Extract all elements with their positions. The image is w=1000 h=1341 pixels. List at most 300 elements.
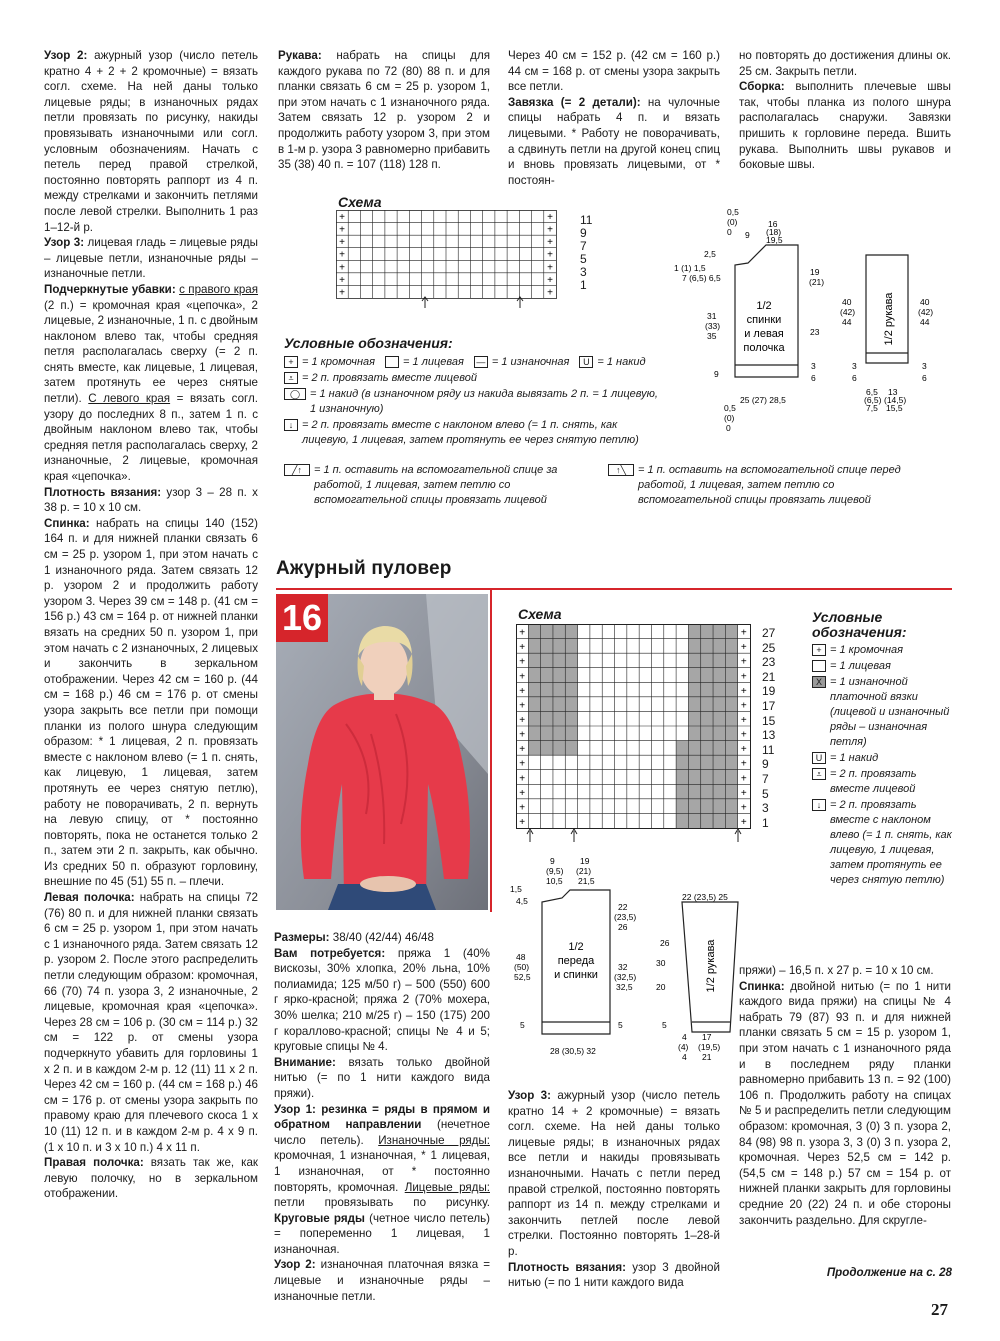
purl-cell — [553, 682, 565, 697]
purl-cell — [565, 741, 577, 756]
purl-cell — [701, 653, 713, 668]
legend-text: = 1 накид — [597, 356, 646, 368]
u1-round: Круговые ряды — [274, 1211, 365, 1225]
edge-stitch-mark: + — [740, 758, 747, 770]
uzor3-heading: Узор 3: — [44, 236, 85, 250]
legend-text: = 1 изнаночной платочной вязки (лицевой и изнаночный ряды – изнаночная петля) — [830, 676, 950, 748]
purl-cell — [701, 813, 713, 828]
purl-cell — [553, 668, 565, 683]
purl-cell — [688, 799, 700, 814]
u3-text: ажурный узор (число петель кратно 14 + 2 кромочные) = вязать согл. схеме. На ней даны только лицевые ряды; в изнаночных рядах все петли и накиды провязывать изнаночными. Начать с петли перед правой стрелкой, постоянно повторять раппорт из 14 п. между стрелками и закончить петлей после левой стрелки. Постоянно повторять 1–28-й р. — [508, 1089, 720, 1258]
dim-label: (33) — [705, 321, 721, 331]
purl-cell — [528, 653, 540, 668]
purl-cell — [725, 799, 737, 814]
dim-label: 15,5 — [886, 403, 903, 413]
dim-label: (18) — [766, 227, 782, 237]
purl-cell — [688, 711, 700, 726]
yarn-over-icon: U — [579, 356, 593, 368]
cross-right-icon: ↑╲ — [608, 464, 634, 476]
purl-cell — [725, 682, 737, 697]
legend-text: = 1 изнаночная — [491, 356, 570, 368]
dim-label: 2,5 — [704, 249, 716, 259]
legend1-row — [284, 387, 664, 417]
col4b-p1: пряжи) – 16,5 п. х 27 р. = 10 х 10 см. — [739, 964, 934, 977]
purl-cell — [713, 682, 725, 697]
purl-cell — [713, 668, 725, 683]
dim-label: 6 — [922, 373, 927, 383]
dim-label: (21) — [809, 277, 825, 287]
edge-stitch-mark: + — [519, 715, 526, 726]
row-number: 21 — [762, 669, 776, 684]
purl-cell — [528, 741, 540, 756]
dim-label: 4 — [682, 1032, 687, 1042]
page-number: 27 — [931, 1300, 948, 1319]
purl-cell — [565, 639, 577, 654]
purl-cell — [701, 770, 713, 785]
row-number: 3 — [762, 801, 769, 816]
dim-label: 9 — [550, 856, 555, 866]
pattern-label: 1/2 — [756, 300, 772, 312]
dim-label: (14,5) — [884, 395, 907, 405]
back-heading: Спинка: — [44, 516, 90, 530]
sleeves-heading: Рукава: — [278, 49, 322, 62]
legend-text: = 1 накид (в изнаночном ряду из накида вывязать 2 п. = 1 лицевую, 1 изнаночную) — [310, 388, 658, 415]
dim-label: 7 (6,5) 6,5 — [682, 273, 721, 283]
purl-cell — [528, 711, 540, 726]
edge-stitch-mark: + — [519, 729, 526, 741]
scheme1-grid — [336, 210, 576, 302]
dim-label: 22 — [618, 902, 628, 912]
arrow-up-icon — [571, 829, 577, 842]
decreases-text-a: (2 п.) = кромочная края «цепочка», 2 лицевые, 2 изнаночные, 1 п. с двойным наклоном влево так, чтобы средняя петля располагалась сверху (= 2 п. снять вместе, как лицевые, 1 лицевая, затем протянуть ее через снятые петли). — [44, 298, 258, 406]
legend-text: = 1 накид — [830, 752, 879, 764]
u1-right-side: Лицевые ряды: — [404, 1180, 490, 1194]
dim-label: 9 — [714, 369, 719, 379]
purl-cell — [676, 755, 688, 770]
ssk-icon: ↓ — [284, 419, 298, 431]
dim-label: 5 — [618, 1020, 623, 1030]
dim-label: (6,5) — [864, 395, 882, 405]
edge-stitch-mark: + — [339, 224, 345, 236]
assembly-heading: Сборка: — [739, 80, 785, 94]
edge-stitch-mark: + — [740, 729, 747, 741]
u1-bold: резинка = ряды в прямом и обратном направлении — [274, 1102, 490, 1132]
dim-label: 6 — [852, 373, 857, 383]
u1-text: (четное число петель) = попеременно 1 лицевая, 1 изнаночная. — [274, 1211, 490, 1256]
legend-text: = 2 п. провязать вместе лицевой — [830, 768, 917, 795]
u1-heading: Узор 1: — [274, 1102, 316, 1116]
edge-stitch-mark: + — [740, 656, 747, 668]
purl-cell — [676, 784, 688, 799]
dim-label: 40 — [920, 297, 930, 307]
pattern-label: 1/2 — [568, 941, 584, 953]
k2tog-icon: ⩡ — [284, 372, 298, 384]
pattern-label: и левая — [744, 328, 784, 340]
dim-label: 17 — [702, 1032, 712, 1042]
purl-cell — [713, 653, 725, 668]
dim-label: 6,5 — [866, 387, 878, 397]
dim-label: (50) — [514, 962, 530, 972]
purl-cell — [713, 726, 725, 741]
dim-label: 4 — [682, 1052, 687, 1060]
left-edge-label: С левого края — [88, 392, 171, 406]
purl-cell — [688, 755, 700, 770]
legend1-row — [284, 463, 584, 508]
purl-cell — [725, 813, 737, 828]
row-number: 13 — [762, 728, 776, 743]
u2-text: изнаночная платочная вязка = лицевые и изнаночные ряды – изнаночные петли. — [274, 1258, 490, 1303]
edge-stitch-mark: + — [740, 817, 747, 828]
purl-cell — [688, 682, 700, 697]
dim-label: 44 — [842, 317, 852, 327]
row-number: 25 — [762, 640, 776, 655]
purl-stitch-icon: — — [474, 356, 488, 368]
dim-label: (0) — [727, 217, 738, 227]
edge-stitch-mark: + — [740, 802, 747, 814]
uzor2-heading: Узор 2: — [44, 49, 88, 62]
decreases-heading: Подчеркнутые убавки: — [44, 282, 176, 296]
row-number: 5 — [580, 252, 587, 266]
purl-cell — [701, 668, 713, 683]
legend-text: = 2 п. провязать вместе с наклоном влево (= 1 п. снять, как лицевую, 1 лицевая, затем протянуть ее через снятую петлю) — [302, 419, 639, 446]
edge-stitch-mark: + — [519, 642, 526, 654]
dim-label: 1,5 — [510, 884, 522, 894]
u1-wrong-side: Изнаночные ряды: — [378, 1133, 490, 1147]
edge-stitch-mark: + — [547, 262, 553, 274]
scheme2-title: Схема — [518, 606, 562, 622]
dim-label: 7,5 — [866, 403, 878, 413]
ties-heading: Завязка (= 2 детали): — [508, 95, 641, 109]
purl-cell — [553, 697, 565, 712]
purl-cell — [713, 711, 725, 726]
edge-stitch-mark: + — [519, 744, 526, 756]
purl-cell — [713, 624, 725, 639]
legend2-row — [812, 675, 957, 750]
purl-cell — [713, 813, 725, 828]
purl-cell — [713, 755, 725, 770]
row-number: 11 — [580, 213, 593, 227]
dim-label: (0) — [724, 413, 735, 423]
purl-cell — [725, 770, 737, 785]
dim-label: (21) — [576, 866, 592, 876]
edge-stitch-mark: + — [547, 224, 553, 236]
purl-cell — [676, 770, 688, 785]
purl-cell — [565, 726, 577, 741]
uzor3-text: лицевая гладь = лицевые ряды – лицевые петли, изнаночные ряды – изнаночные петли. — [44, 236, 258, 281]
dim-label: 23 — [810, 327, 820, 337]
purl-cell — [553, 653, 565, 668]
purl-cell — [713, 784, 725, 799]
edge-stitch-mark: + — [339, 274, 345, 286]
uzor2-text: ажурный узор (число петель кратно 4 + 2 + 2 кромочные) = вязать согл. схеме. На ней даны только лицевые ряды; в изнаночных рядах петли провязать по рисунку, накиды провязывать изнаночными или согл. условным обозначениям. Начать с петель перед правой стрелкой, постоянно повторять раппорт из 4 п. между стрелками и закончить петлями после левой стрелки. Выполнить 1 раз 1–12-й р. — [44, 49, 258, 234]
k2tog-icon: ⩡ — [812, 768, 826, 780]
edge-stitch-mark: + — [519, 671, 526, 683]
edge-stitch-mark: + — [339, 287, 345, 299]
purl-cell — [528, 624, 540, 639]
edge-stitch-mark: + — [547, 237, 553, 249]
col4-text — [739, 48, 951, 173]
purl-cell — [541, 653, 553, 668]
row-number: 5 — [762, 786, 769, 801]
edge-stitch-mark: + — [740, 671, 747, 683]
article-col2 — [274, 930, 490, 1304]
legend-text: = 1 кромочная — [302, 356, 375, 368]
purl-cell — [541, 711, 553, 726]
purl-cell — [528, 682, 540, 697]
u3-heading: Узор 3: — [508, 1089, 551, 1102]
purl-cell — [676, 741, 688, 756]
dim-label: 31 — [707, 311, 717, 321]
density2-text: узор 3 двойной нитью (= по 1 нити каждого вида — [508, 1260, 720, 1290]
row-number: 9 — [762, 757, 769, 772]
purl-cell — [565, 682, 577, 697]
legend-text: = 2 п. провязать вместе с наклоном влево (= 1 п. снять, как лицевую, 1 лицевая, затем протянуть ее через снятую петлю) — [830, 799, 952, 886]
legend-text: = 1 лицевая — [830, 660, 891, 672]
legend2-row — [812, 659, 957, 674]
purl-cell — [725, 668, 737, 683]
scheme1-title: Схема — [338, 194, 382, 210]
dim-label: 26 — [618, 922, 628, 932]
purl-cell — [541, 697, 553, 712]
dim-label: 1 (1) 1,5 — [674, 263, 706, 273]
purl-cell — [688, 697, 700, 712]
purl-cell — [553, 624, 565, 639]
u1-text: кромочная, 1 изнаночная, * 1 лицевая, 1 изнаночная, от * постоянно повторять, кромочная. — [274, 1149, 490, 1194]
dim-label: 3 — [811, 361, 816, 371]
purl-cell — [553, 726, 565, 741]
density2-heading: Плотность вязания: — [508, 1260, 626, 1274]
dim-label: (42) — [840, 307, 856, 317]
legend2-row — [812, 798, 957, 888]
edge-stitch-mark: + — [547, 287, 553, 299]
edge-stitch-mark: + — [740, 744, 747, 756]
edge-stitch-mark: + — [740, 700, 747, 712]
purl-cell — [528, 668, 540, 683]
purl-cell — [701, 624, 713, 639]
row-number: 3 — [580, 265, 587, 279]
row-number: 1 — [762, 815, 769, 830]
sleeves-text: набрать на спицы для каждого рукава по 72 (80) 88 п. и для планки связать 6 см = 25 р. узором 1, при этом начать с 1 изнаночного ряда. Затем связать 12 р. узором 2 и продолжить работу узором 3, при этом в 1-м р. узора 3 равномерно прибавить 35 (38) 40 п. = 107 (118) 128 п. — [278, 49, 490, 172]
purl-cell — [565, 697, 577, 712]
purl-cell — [541, 741, 553, 756]
purl-cell — [541, 624, 553, 639]
dim-label: 32,5 — [616, 982, 633, 992]
right-front-heading: Правая полочка: — [44, 1156, 144, 1170]
purl-cell — [541, 639, 553, 654]
edge-stitch-mark: + — [339, 249, 345, 261]
u1-text: (нечетное число петель). — [274, 1118, 490, 1147]
row-number: 1 — [580, 278, 587, 292]
purl-cell — [701, 741, 713, 756]
legend1-cross-left — [284, 463, 584, 509]
legend1 — [284, 336, 664, 449]
decreases-text-b: = вязать согл. узору до последних 8 п., затем 1 п. с двойным наклоном влево так, чтобы средняя петля располагалась сверху, 2 изнаночные, 2 лицевые, кромочная края «цепочка». — [44, 392, 258, 484]
purl-cell — [725, 639, 737, 654]
ssk-icon: ↓ — [812, 799, 826, 811]
row-number: 27 — [762, 626, 776, 640]
purl-cell — [725, 653, 737, 668]
dim-label: 19 — [810, 267, 820, 277]
dim-label: 9 — [745, 230, 750, 240]
dim-label: 5 — [662, 1020, 667, 1030]
col4-p1: но повторять до достижения длины ок. 25 см. Закрыть петли. — [739, 49, 951, 78]
arrow-up-icon — [422, 297, 428, 308]
dim-label: 19 — [580, 856, 590, 866]
purl-cell — [565, 653, 577, 668]
row-number: 19 — [762, 684, 776, 699]
dim-label: 13 — [888, 387, 898, 397]
purl-cell — [701, 726, 713, 741]
materials-text: пряжа 1 (40% вискозы, 30% хлопка, 20% льна, 10% полиамида; 125 м/50 г) – 500 (550) 600 г ярко-красной; пряжа 2 (70% мохера, 30% шелка; 210 м/25 г) – 150 (175) 200 г кораллово-красной; спицы № 4 и 5; круговые спицы № 4. — [274, 946, 490, 1054]
dim-label: 6 — [811, 373, 816, 383]
knit-stitch-icon — [812, 660, 826, 672]
purl-cell — [565, 624, 577, 639]
pattern-label: и спинки — [554, 969, 598, 981]
pattern2-diagram — [506, 856, 766, 1060]
purl-cell — [701, 755, 713, 770]
back2-text: двойной нитью (= по 1 нити каждого вида пряжи) на спицы № 4 набрать 79 (87) 93 п. и для нижней планки связать 5 см = 15 р. узором 1, при этом начать с 1 изнаночного ряда и в последнем ряду планки равномерно прибавить 13 п. = 92 (100) 106 п. Продолжить работу на спицах № 5 и распределить петли следующим образом: кромочная, 3 (0) 3 п. узора 2, 84 (98) 98 п. узора 3, 3 (0) 3 п. узора 2, кромочная. Через 52,5 см = 142 р. (54,5 см = 148 р.) 57 см = 154 р. от нижней планки закрыть для горловины средние 20 (22) 24 п. и обе стороны закончить раздельно. Для скругле- — [739, 979, 951, 1227]
continued-note: Продолжение на с. 28 — [826, 1266, 952, 1279]
legend1-title: Условные обозначения: — [284, 335, 453, 351]
purl-cell — [725, 726, 737, 741]
purl-cell — [701, 682, 713, 697]
purl-cell — [713, 639, 725, 654]
purl-cell — [701, 711, 713, 726]
right-edge-label: с правого края — [179, 282, 259, 296]
purl-cell — [553, 639, 565, 654]
dim-label: 52,5 — [514, 972, 531, 982]
purl-cell — [725, 624, 737, 639]
legend1-cross-right — [608, 463, 908, 509]
back-text: набрать на спицы 140 (152) 164 п. и для нижней планки связать 6 см = 25 р. узором 1, при этом начать с 1 изнаночного ряда. Затем связать 12 р. узором 2 и продолжить работу узором 3. Через 39 см = 148 р. (41 см = 156 р.) 43 см = 164 р. от нижней планки вязать на средних 50 п. узором 1, при этом начать с 2 изнаночных, 2 лицевых и закончить в зеркальном отображении. Через 42 см = 160 р. (44 см = 168 р.) 46 см = 176 р. от смены узора закрыть все петли при помощи планки из полого шнура следующим образом: * 1 лицевая, 2 п. провязать вместе с наклоном влево (= 1 п. снять, как лицевую, 1 лицевая, затем протянуть ее через снятую петлю), работу не поворачивать, 2 п. вернуть на левую спицу, от * постоянно повторять, пока не останется только 2 п., затем эти 2 п. закрыть, как обычно. Из средних 50 п. образуют горловину, внешние по 45 (51) 55 п. – плечи. — [44, 516, 258, 889]
edge-stitch-mark: + — [740, 685, 747, 697]
pattern-label: полочка — [743, 342, 785, 354]
col1-text — [44, 48, 258, 1202]
dim-label: 20 — [656, 982, 666, 992]
dim-label: (23,5) — [614, 912, 637, 922]
pattern-label: спинки — [746, 314, 782, 326]
edge-stitch-mark: + — [339, 262, 345, 274]
dim-label: (19,5) — [698, 1042, 721, 1052]
dim-label: 44 — [920, 317, 930, 327]
edge-stitch-mark: + — [519, 817, 526, 828]
row-number: 15 — [762, 713, 776, 728]
edge-stitch-icon: + — [812, 644, 826, 656]
scheme1-repeat-arrows — [420, 296, 530, 310]
row-number: 7 — [762, 771, 769, 786]
col2-text — [278, 48, 490, 173]
purl-cell — [541, 726, 553, 741]
legend2-title: Условные — [812, 609, 883, 625]
left-front-heading: Левая полочка: — [44, 891, 135, 905]
edge-stitch-mark: + — [339, 237, 345, 249]
edge-stitch-mark: + — [740, 787, 747, 799]
arrow-up-icon — [517, 297, 523, 308]
legend2-title: обозначения: — [812, 624, 907, 640]
purl-cell — [701, 639, 713, 654]
purl-cell — [528, 639, 540, 654]
legend1-row — [284, 355, 664, 370]
row-number: 11 — [762, 742, 775, 757]
purl-cell — [541, 668, 553, 683]
purl-cell — [688, 770, 700, 785]
double-yarn-over-icon: ◯ — [284, 388, 306, 400]
purl-cell — [701, 799, 713, 814]
ties-text: на чулочные спицы набрать 4 п. и вязать лицевыми. * Работу не поворачивать, а сдвинуть петли на другой конец спиц и вновь провязать лицевыми, от * постоян- — [508, 95, 720, 187]
article-col4 — [739, 963, 951, 1228]
edge-stitch-mark: + — [519, 627, 526, 639]
sizes-heading: Размеры: — [274, 931, 330, 944]
dim-label: 3 — [922, 361, 927, 371]
attention-text: вязать только двойной нитью (= по 1 нити каждого вида пряжи). — [274, 1055, 490, 1100]
purl-cell — [725, 755, 737, 770]
dim-label: (42) — [918, 307, 934, 317]
dim-label: 32 — [618, 962, 628, 972]
dim-label: 30 — [656, 958, 666, 968]
purl-cell — [676, 813, 688, 828]
purl-cell — [725, 697, 737, 712]
scheme2-grid — [516, 624, 760, 834]
purl-cell — [688, 813, 700, 828]
dim-label: 4,5 — [516, 896, 528, 906]
purl-cell — [565, 711, 577, 726]
dim-label: 0,5 — [727, 207, 739, 217]
edge-stitch-mark: + — [519, 758, 526, 770]
purl-cell — [713, 741, 725, 756]
density-heading: Плотность вязания: — [44, 485, 162, 499]
dim-label: 19,5 — [766, 235, 783, 245]
purl-cell — [688, 624, 700, 639]
legend2 — [812, 610, 957, 889]
assembly-text: выполнить плечевые швы так, чтобы планка из полого шнура располагалась снаружи. Завязки пришить к горловине переда. Вшить рукава. Выполнить швы рукавов и боковые швы. — [739, 80, 951, 172]
purl-cell — [541, 682, 553, 697]
density-text: узор 3 – 28 п. х 38 р. = 10 х 10 см. — [44, 485, 258, 515]
dim-label: 0 — [726, 423, 731, 433]
right-front-text: вязать так же, как левую полочку, но в зеркальном отображении. — [44, 1156, 258, 1201]
dim-label: 10,5 — [546, 876, 563, 886]
edge-stitch-mark: + — [740, 627, 747, 639]
scheme2-row-numbers — [762, 627, 775, 831]
row-number: 7 — [580, 239, 587, 253]
edge-stitch-mark: + — [519, 656, 526, 668]
legend2-row — [812, 643, 957, 658]
purl-cell — [713, 770, 725, 785]
edge-stitch-mark: + — [339, 212, 345, 223]
u1-text: петли провязывать по рисунку. — [274, 1196, 490, 1210]
attention-heading: Внимание: — [274, 1055, 336, 1069]
edge-stitch-mark: + — [740, 642, 747, 654]
arrow-up-icon — [735, 829, 741, 842]
legend-text: = 1 п. оставить на вспомогательной спице за работой, 1 лицевая, затем петлю со вспомогательной спицы провязать лицевой — [314, 464, 558, 506]
purl-cell — [713, 697, 725, 712]
title-rule — [276, 588, 952, 590]
legend1-row — [284, 418, 664, 448]
purl-garter-icon: X — [812, 676, 826, 688]
edge-stitch-mark: + — [519, 802, 526, 814]
dim-label: 40 — [842, 297, 852, 307]
purl-cell — [528, 726, 540, 741]
purl-cell — [688, 639, 700, 654]
edge-stitch-mark: + — [519, 787, 526, 799]
legend2-row — [812, 767, 957, 797]
legend1-row — [284, 371, 664, 386]
dim-label: 0,5 — [724, 403, 736, 413]
sizes-text: 38/40 (42/44) 46/48 — [332, 931, 434, 944]
dim-label: 16 — [768, 219, 778, 229]
photo-border — [490, 590, 492, 912]
purl-cell — [688, 653, 700, 668]
purl-cell — [701, 784, 713, 799]
